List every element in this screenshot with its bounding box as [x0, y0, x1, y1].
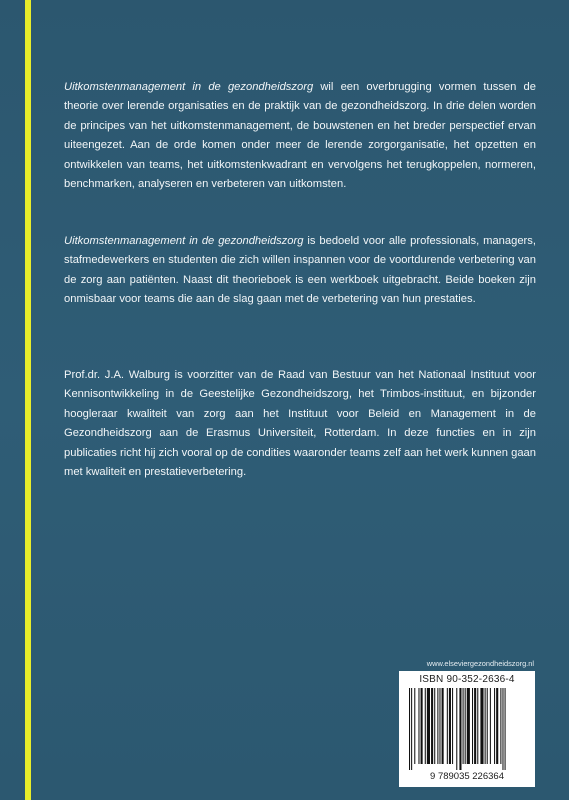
barcode-image [407, 688, 527, 770]
isbn-label: ISBN 90-352-2636-4 [419, 674, 515, 685]
barcode-digits: 9 789035 226364 [430, 771, 504, 782]
author-bio-text: Prof.dr. J.A. Walburg is voorzitter van de Raad van Bestuur van het Nationaal Instituut voor Kennisontwikkeling in de Geestelijke Gezondheidszorg, het Trimbos-instituut, en bijzonder hoogleraar kwaliteit van zorg aan het Instituut voor Beleid en Management in de Gezondheidszorg aan de Erasmus Universiteit, Rotterdam. In deze functies en in zijn publicaties richt hij zich vooral op de condities waaronder teams zelf aan het werk kunnen gaan met kwaliteit en prestatieverbetering. [64, 369, 536, 479]
publisher-url: www.elseviergezondheidszorg.nl [426, 659, 534, 668]
paragraph-1-text: wil een overbrugging vormen tussen de theorie over lerende organisaties en de praktijk van de gezondheidszorg. In drie delen worden de principes van het uitkomstenmanagement, de bouwstenen en het breder perspectief ervan uiteengezet. Aan de orde komen onder meer de lerende zorgorganisatie, het opzetten en ontwikkelen van teams, het uitkomstenkwadrant en vervolgens het terugkoppelen, normeren, benchmarken, analyseren en verbeteren van uitkomsten. [64, 81, 536, 191]
description-paragraph-2 [64, 232, 536, 310]
barcode-box [399, 671, 535, 787]
paragraph-2-text: is bedoeld voor alle professionals, managers, stafmedewerkers en studenten die zich willen inspannen voor de voortdurende verbetering van de zorg aan patiënten. Naast dit theorieboek is een werkboek uitgebracht. Beide boeken zijn onmisbaar voor teams die aan de slag gaan met de verbetering van hun prestaties. [64, 235, 536, 306]
book-title-italic: Uitkomstenmanagement in de gezondheidszorg [64, 235, 304, 247]
yellow-spine-stripe [25, 0, 31, 800]
description-paragraph-1 [64, 78, 536, 194]
book-title-italic: Uitkomstenmanagement in de gezondheidszorg [64, 81, 314, 93]
author-bio-paragraph [64, 366, 536, 482]
